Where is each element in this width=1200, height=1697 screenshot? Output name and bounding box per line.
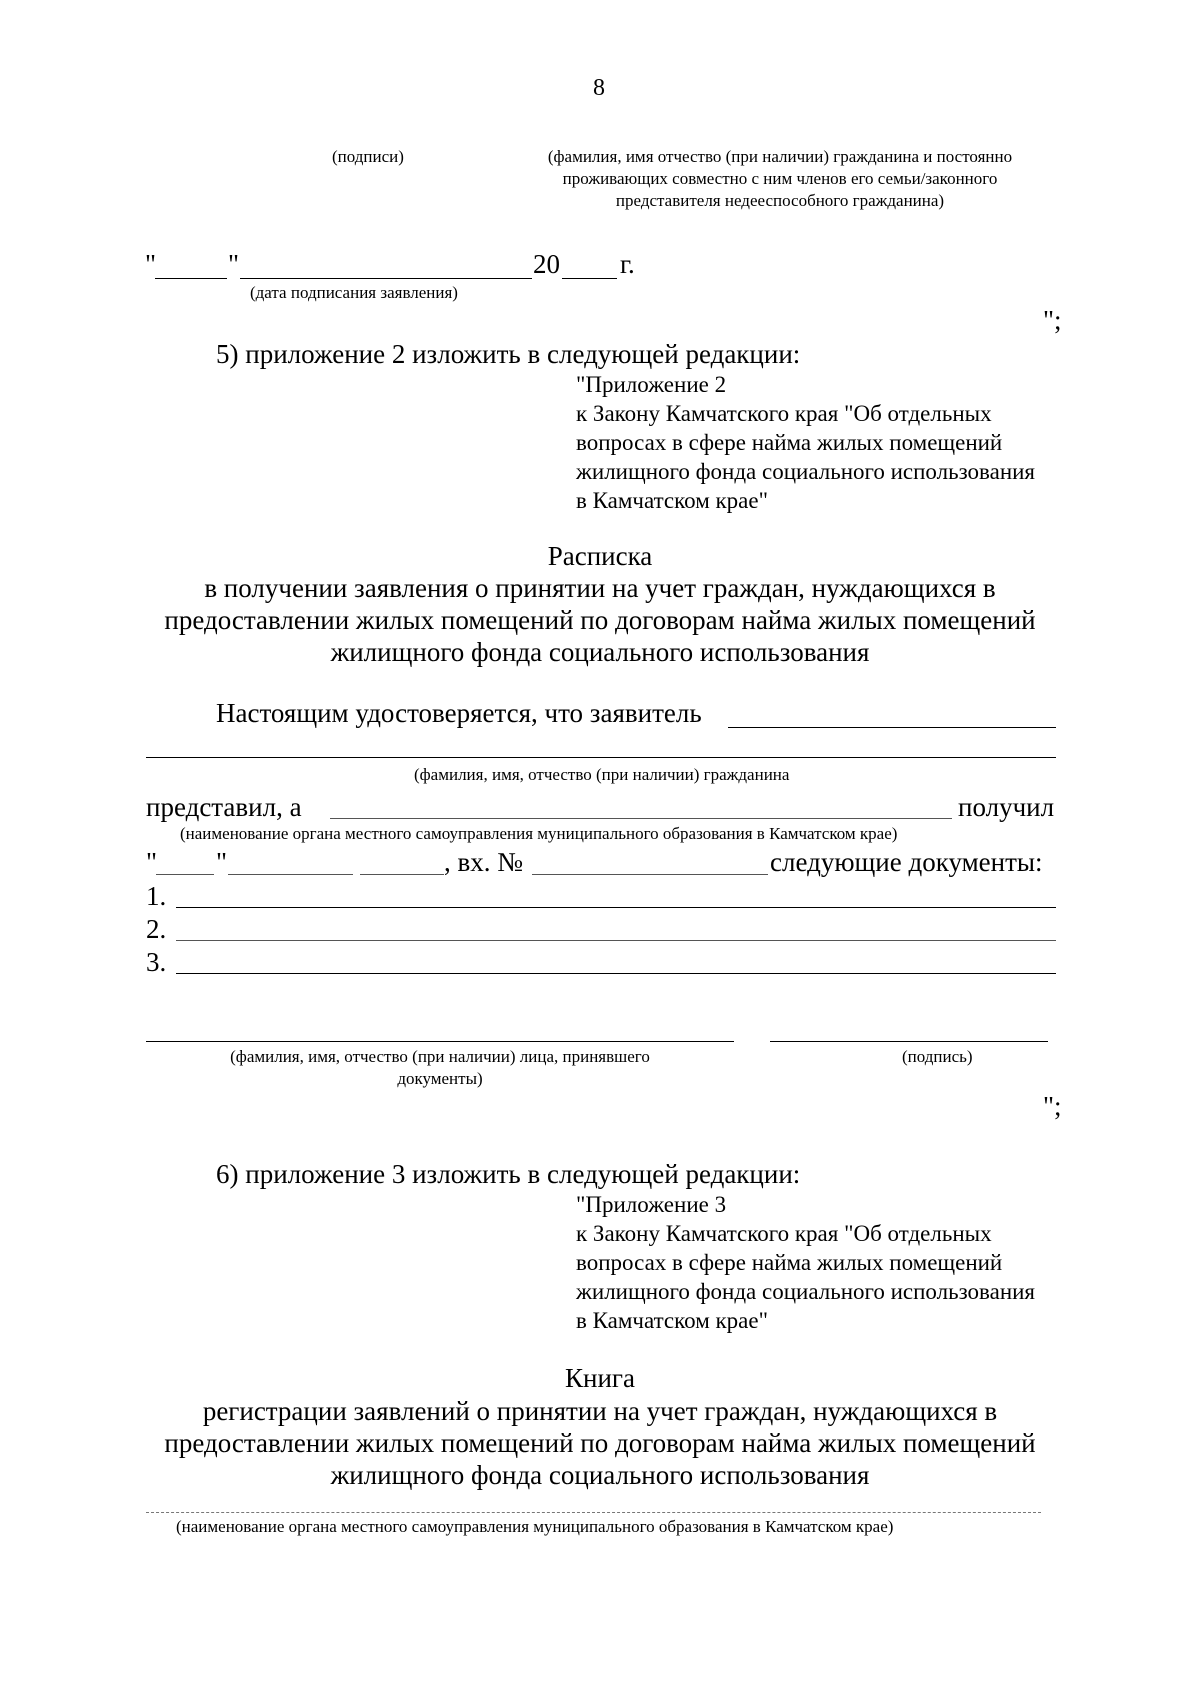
doc-item-1-line [176, 907, 1056, 908]
signatures-caption: (подписи) [332, 147, 404, 166]
appendix-line: жилищного фонда социального использования [576, 459, 1036, 484]
acceptor-caption-line: (фамилия, имя, отчество (при наличии) лица, принявшего [230, 1047, 650, 1066]
receipt-year-line [360, 874, 444, 875]
signature-caption: (подпись) [902, 1047, 973, 1066]
submitted-text: представил, а [146, 792, 302, 822]
book-title: Книга [565, 1363, 635, 1393]
receipt-title: Расписка [547, 541, 653, 571]
receipt-open-quote: " [146, 847, 158, 877]
appendix-line: в Камчатском крае" [576, 1308, 768, 1333]
acceptor-caption-line: документы) [397, 1069, 483, 1088]
item6-appendix [576, 1190, 1035, 1335]
fio-caption-line: представителя недееспособного гражданина) [615, 191, 945, 210]
appendix-line: к Закону Камчатского края "Об отдельных [576, 1221, 992, 1246]
book-organ-line [146, 1512, 1041, 1513]
receipt-month-line [228, 874, 353, 875]
certify-text: Настоящим удостоверяется, что заявитель [216, 698, 702, 728]
item5-appendix [576, 370, 1035, 515]
closing-mark: "; [1043, 1091, 1062, 1121]
doc-item-1: 1. [146, 881, 167, 911]
book-organ-caption: (наименование органа местного самоуправления муниципального образования в Камчатском крае) [176, 1517, 894, 1536]
applicant-line [728, 727, 1056, 728]
book-subtitle-line: жилищного фонда социального использования [330, 1460, 870, 1490]
appendix-line: жилищного фонда социального использования [576, 1279, 1036, 1304]
fio-caption-line: (фамилия, имя отчество (при наличии) гражданина и постоянно [547, 147, 1013, 166]
date-month-line [240, 278, 532, 279]
doc-item-2-line [176, 940, 1056, 941]
appendix-line: "Приложение 3 [576, 1192, 727, 1217]
incoming-text: , вх. № [444, 847, 524, 877]
appendix-line: "Приложение 2 [576, 372, 727, 397]
fio-caption-line: проживающих совместно с ним членов его семьи/законного [562, 169, 998, 188]
date-open-quote: " [145, 249, 157, 279]
item5-text: 5) приложение 2 изложить в следующей редакции: [216, 339, 801, 369]
received-text: получил [958, 792, 1055, 822]
acceptor-caption [146, 1046, 734, 1090]
receipt-subtitle-line: предоставлении жилых помещений по договорам найма жилых помещений [164, 605, 1036, 635]
appendix-line: в Камчатском крае" [576, 488, 768, 513]
date-caption: (дата подписания заявления) [250, 283, 458, 302]
incoming-number-line [532, 874, 768, 875]
receipt-subtitle-line: в получении заявления о принятии на учет граждан, нуждающихся в [204, 573, 996, 603]
receipt-close-quote: " [216, 847, 228, 877]
receipt-day-line [156, 874, 214, 875]
appendix-line: вопросах в сфере найма жилых помещений [576, 1250, 1003, 1275]
date-year-line [562, 278, 617, 279]
organ-caption: (наименование органа местного самоуправления муниципального образования в Камчатском крае) [180, 824, 898, 843]
acceptor-signature-line [770, 1041, 1048, 1042]
organ-line [330, 818, 952, 819]
documents-text: следующие документы: [770, 847, 1043, 877]
date-close-quote: " [228, 249, 240, 279]
date-year-suffix: г. [620, 249, 635, 279]
applicant-line-2 [146, 757, 1056, 758]
doc-item-2: 2. [146, 914, 167, 944]
appendix-line: к Закону Камчатского края "Об отдельных [576, 401, 992, 426]
receipt-subtitle [0, 572, 1200, 668]
fio-caption [490, 146, 1070, 212]
item6-text: 6) приложение 3 изложить в следующей редакции: [216, 1159, 801, 1189]
book-subtitle [0, 1395, 1200, 1491]
date-year-prefix: 20 [533, 249, 560, 279]
doc-item-3: 3. [146, 947, 167, 977]
acceptor-fio-line [146, 1041, 734, 1042]
applicant-fio-caption: (фамилия, имя, отчество (при наличии) гражданина [414, 765, 790, 784]
date-day-line [155, 278, 227, 279]
doc-item-3-line [176, 973, 1056, 974]
book-subtitle-line: регистрации заявлений о принятии на учет граждан, нуждающихся в [202, 1396, 998, 1426]
receipt-subtitle-line: жилищного фонда социального использования [330, 637, 870, 667]
page-number: 8 [593, 75, 605, 101]
closing-mark: "; [1043, 305, 1062, 335]
appendix-line: вопросах в сфере найма жилых помещений [576, 430, 1003, 455]
book-subtitle-line: предоставлении жилых помещений по договорам найма жилых помещений [164, 1428, 1036, 1458]
